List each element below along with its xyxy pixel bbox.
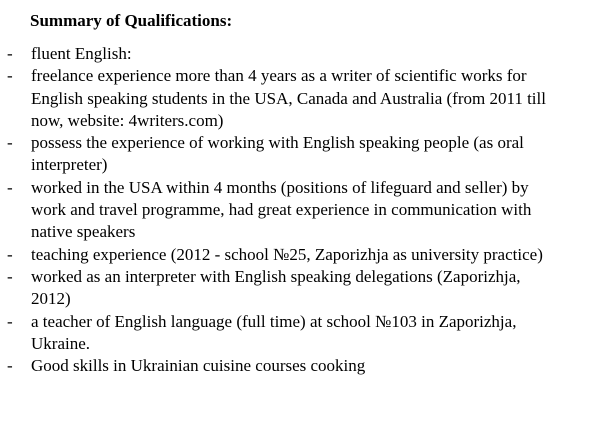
qualifications-list: [0, 43, 606, 377]
bullet-dash: -: [7, 356, 13, 376]
list-item: [0, 43, 606, 65]
list-item: [0, 355, 606, 377]
list-item: [0, 65, 606, 132]
list-item-line: English speaking students in the USA, Canada and Australia (from 2011 till: [31, 88, 546, 108]
list-item-line: worked as an interpreter with English speaking delegations (Zaporizhja,: [31, 266, 521, 286]
list-item-line: fluent English:: [31, 44, 132, 63]
list-item-line: worked in the USA within 4 months (positions of lifeguard and seller) by: [31, 177, 529, 197]
bullet-dash: -: [7, 66, 13, 86]
list-item-line: freelance experience more than 4 years as a writer of scientific works for: [31, 66, 527, 86]
list-item-line: Good skills in Ukrainian cuisine courses cooking: [31, 356, 366, 376]
list-item: [0, 266, 606, 311]
list-item: [0, 177, 606, 244]
list-item-line: teaching experience (2012 - school №25, Zaporizhja as university practice): [31, 244, 543, 264]
bullet-dash: -: [7, 44, 13, 63]
bullet-dash: -: [7, 311, 13, 331]
list-item-line: now, website: 4writers.com): [31, 110, 224, 130]
list-item-line: possess the experience of working with English speaking people (as oral: [31, 133, 524, 153]
list-item-line: 2012): [31, 289, 71, 309]
list-item: [0, 132, 606, 177]
bullet-dash: -: [7, 244, 13, 264]
bullet-dash: -: [7, 133, 13, 153]
list-item-line: Ukraine.: [31, 333, 91, 353]
list-item: [0, 244, 606, 266]
section-heading: Summary of Qualifications:: [30, 11, 233, 30]
list-item-line: work and travel programme, had great experience in communication with: [31, 200, 532, 220]
bullet-dash: -: [7, 266, 13, 286]
list-item-line: a teacher of English language (full time) at school №103 in Zaporizhja,: [31, 311, 517, 331]
list-item: [0, 311, 606, 356]
list-item-line: native speakers: [31, 222, 136, 242]
bullet-dash: -: [7, 177, 13, 197]
list-item-line: interpreter): [31, 155, 108, 175]
